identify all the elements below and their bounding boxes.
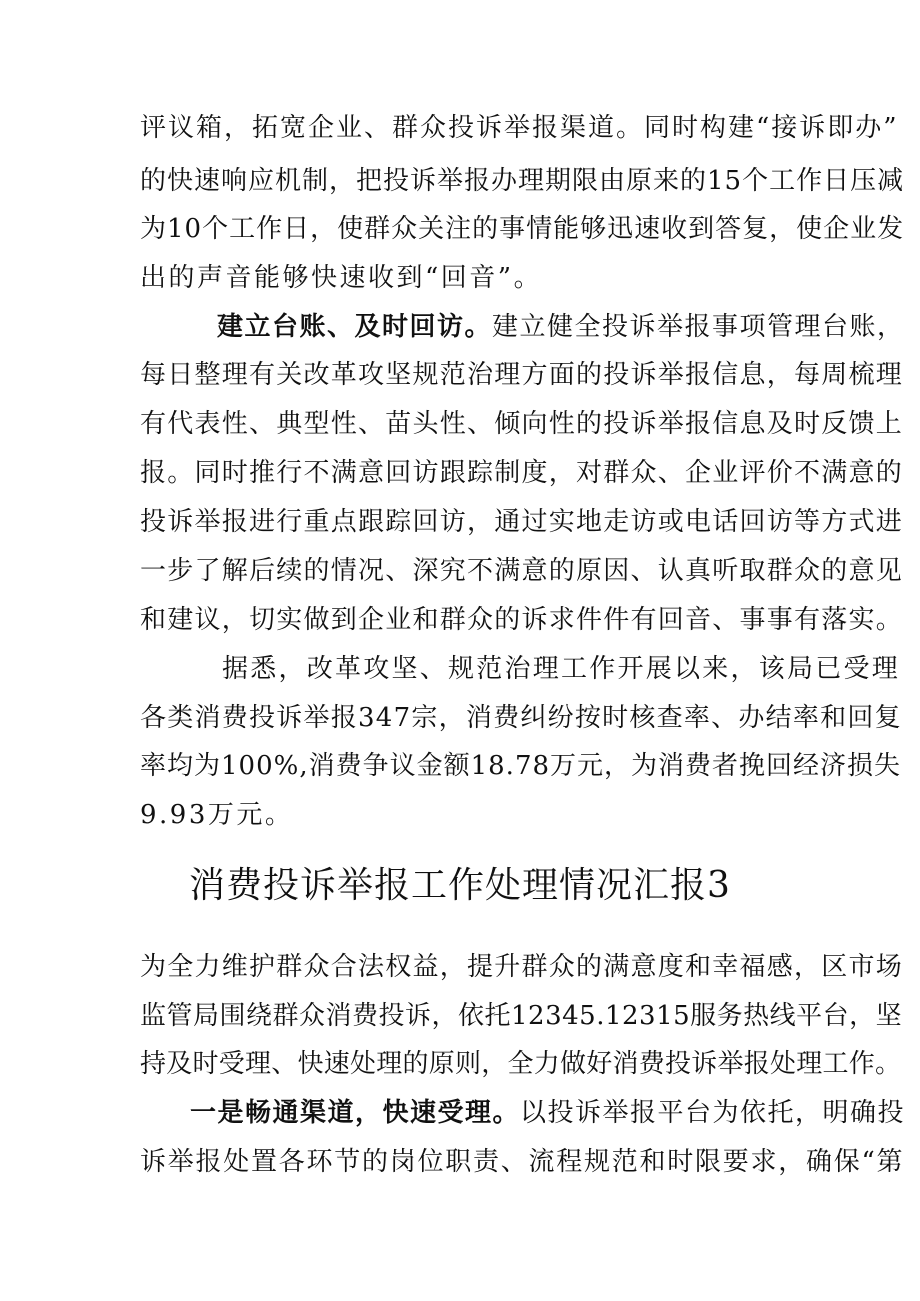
text-line: 据悉，改革攻坚、规范治理工作开展以来，该局已受理	[222, 654, 901, 684]
text-run: 以投诉举报平台为依托，明确投	[520, 1098, 906, 1128]
text-line: 有代表性、典型性、苗头性、倾向性的投诉举报信息及时反馈上	[140, 409, 904, 439]
text-line: 每日整理有关改革攻坚规范治理方面的投诉举报信息，每周梳理	[140, 360, 904, 390]
text-line: 为全力维护群众合法权益，提升群众的满意度和幸福感，区市场	[140, 952, 904, 982]
text-line: 投诉举报进行重点跟踪回访，通过实地走访或电话回访等方式进	[140, 507, 904, 537]
text-line: 评议箱，拓宽企业、群众投诉举报渠道。同时构建“接诉即办”	[140, 113, 899, 143]
text-line: 率均为100%,消费争议金额18.78万元，为消费者挽回经济损失	[140, 751, 902, 781]
text-line: 9.93万元。	[140, 800, 294, 830]
paragraph-heading: 建立台账、及时回访。	[217, 312, 493, 342]
section-title: 消费投诉举报工作处理情况汇报3	[189, 865, 731, 906]
paragraph-heading: 一是畅通渠道，快速受理。	[190, 1098, 521, 1128]
paragraph-first-line	[190, 1095, 905, 1131]
text-line: 和建议，切实做到企业和群众的诉求件件有回音、事事有落实。	[140, 605, 904, 635]
text-line: 出的声音能够快速收到“回音”。	[140, 263, 543, 293]
text-run: 建立健全投诉举报事项管理台账，	[492, 312, 905, 342]
text-line: 报。同时推行不满意回访跟踪制度，对群众、企业评价不满意的	[140, 458, 904, 488]
text-line: 为10个工作日，使群众关注的事情能够迅速收到答复，使企业发	[140, 214, 905, 244]
paragraph-first-line	[217, 309, 905, 345]
text-line: 诉举报处置各环节的岗位职责、流程规范和时限要求，确保“第	[140, 1147, 905, 1177]
text-line: 监管局围绕群众消费投诉，依托12345.12315服务热线平台，坚	[140, 1001, 903, 1031]
text-line: 持及时受理、快速处理的原则，全力做好消费投诉举报处理工作。	[140, 1049, 902, 1079]
text-line: 的快速响应机制，把投诉举报办理期限由原来的15个工作日压减	[140, 166, 905, 196]
text-line: 一步了解后续的情况、深究不满意的原因、认真听取群众的意见	[140, 556, 904, 586]
text-line: 各类消费投诉举报347宗，消费纠纷按时核查率、办结率和回复	[140, 703, 902, 733]
